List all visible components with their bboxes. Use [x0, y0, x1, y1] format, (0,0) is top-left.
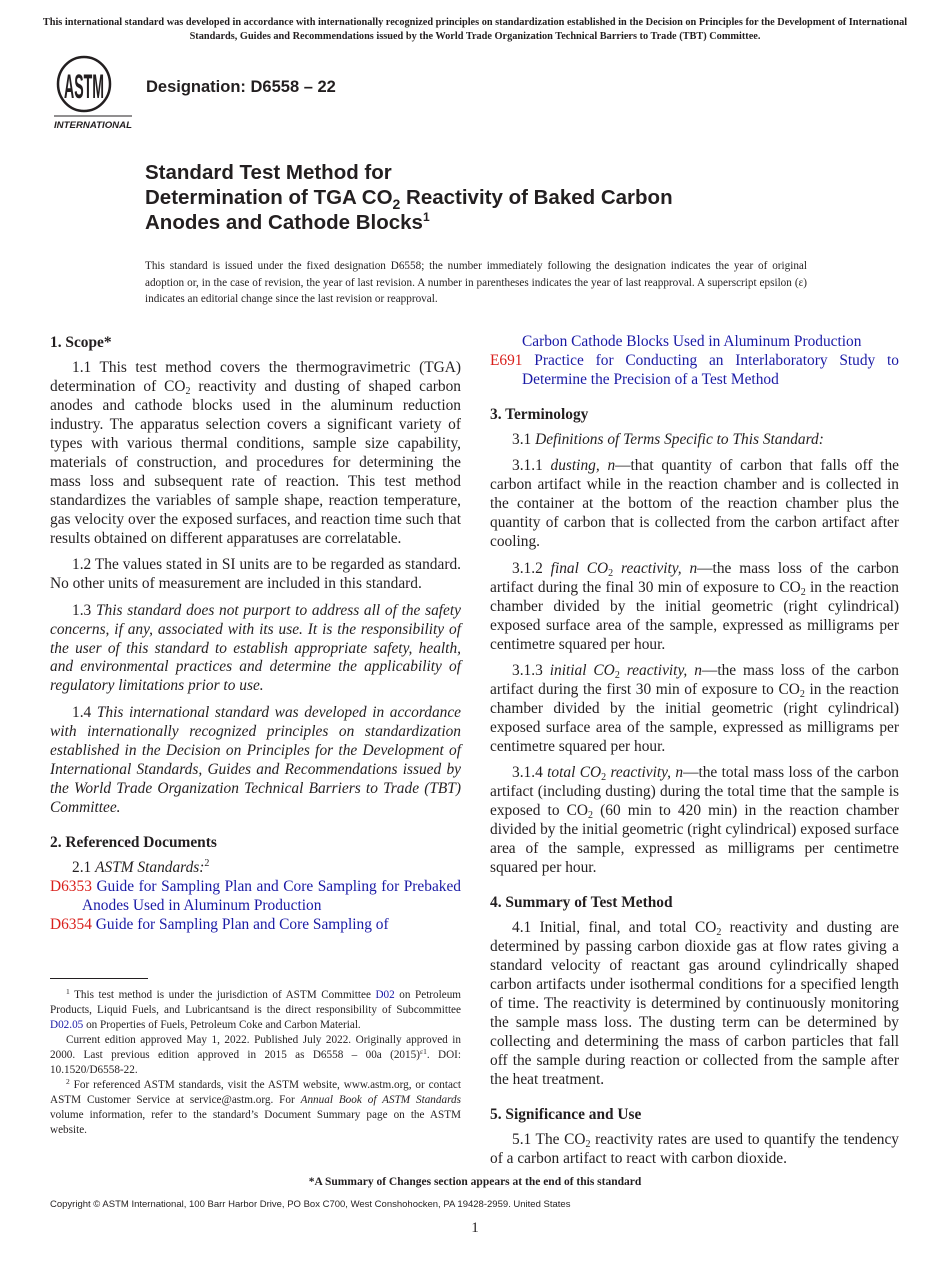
logo-letters: ASTM	[64, 68, 104, 106]
reference-link[interactable]: D6353	[50, 877, 92, 895]
footnote-divider	[50, 978, 148, 979]
paragraph: 3.1.1 dusting, n—that quantity of carbon that falls off the carbon artifact while in the reaction chamber and is collected in the container at the bottom of the reaction chamber plus the quantity of carbon that is collected from the carbon artifact after cooling.	[490, 457, 899, 551]
reference-link[interactable]: Practice for Conducting an Interlaboratory Study to Determine the Precision of a Test Method	[522, 351, 899, 388]
left-column	[50, 333, 461, 935]
reference-link[interactable]: Carbon Cathode Blocks Used in Aluminum Production	[522, 333, 862, 350]
section-heading: 3. Terminology	[490, 405, 589, 423]
paragraph: 3.1.2 final $CO_2$ reactivity, n—the mass loss of the carbon artifact during the final 30 min of exposure to $CO_2$ in the reaction chamber divided by the initial geometric (right cylindrical) exposed surface area of the sample, expressed as milligrams per centimetre squared per hour.	[490, 559, 899, 653]
paragraph: 2.1 ASTM Standards:$^2$	[72, 857, 210, 876]
document-title: Standard Test Method for Determination of TGA $CO_2$ Reactivity of Baked Carbon Anodes and Cathode Blocks$^1$	[145, 161, 673, 234]
referenced-document-continued	[490, 333, 899, 352]
referenced-document	[50, 916, 461, 935]
reference-link[interactable]: D6354	[50, 915, 92, 933]
designation: Designation: D6558 – 22	[146, 78, 336, 96]
summary-of-changes-note: *A Summary of Changes section appears at the end of this standard	[308, 1176, 642, 1188]
footnote-1: $^1$ This test method is under the jurisdiction of ASTM Committee D02 on Petroleum Products, Liquid Fuels, and Lubricantsand is the direct responsibility of Subcommittee D02.05 on Properties of Fuels, Petroleum Coke and Carbon Material.	[50, 987, 461, 1031]
footnote-1-edition: Current edition approved May 1, 2022. Published July 2022. Originally approved in 2000. Last previous edition approved in 2015 as D6558 – 00a $(2015)^{\varepsilon 1}$. DOI: 10.1520/D6558-22.	[50, 1034, 461, 1076]
paragraph: 3.1.4 total $CO_2$ reactivity, n—the total mass loss of the carbon artifact (including dusting) during the total time that the sample is exposed to $CO_2$ (60 min to 420 min) in the reaction chamber divided by the initial geometric (right cylindrical) exposed surface area of the sample, expressed as milligrams per centimetre squared per hour.	[490, 764, 900, 877]
paragraph: 1.3 This standard does not purport to address all of the safety concerns, if any, associated with its use. It is the responsibility of the user of this standard to establish appropriate safety, health, and environmental practices and determine the applicability of regulatory limitations prior to use.	[50, 601, 461, 695]
footnotes	[50, 988, 461, 1138]
astm-logo	[54, 56, 134, 132]
right-column	[490, 333, 899, 1176]
reference-link[interactable]: D02.05	[50, 1019, 84, 1031]
paragraph: 3.1.3 initial $CO_2$ reactivity, n—the mass loss of the carbon artifact during the first 30 min of exposure to $CO_2$ in the reaction chamber divided by the initial geometric (right cylindrical) exposed surface area of the sample, expressed as milligrams per centimetre squared per hour.	[490, 662, 899, 755]
paragraph: 1.2 The values stated in SI units are to be regarded as standard. No other units of measurement are included in this standard.	[50, 556, 461, 593]
reference-link[interactable]: Guide for Sampling Plan and Core Sampling for Prebaked Anodes Used in Aluminum Production	[82, 877, 461, 914]
page-number: 1	[471, 1220, 479, 1236]
svg-text:INTERNATIONAL: INTERNATIONAL	[54, 120, 133, 131]
copyright: Copyright © ASTM International, 100 Barr Harbor Drive, PO Box C700, West Conshohocken, PA 19428-2959. United States	[50, 1199, 571, 1210]
footnote-2: $^2$ For referenced ASTM standards, visit the ASTM website, www.astm.org, or contact ASTM Customer Service at service@astm.org. For Annual Book of ASTM Standards volume information, refer to the standard’s Document Summary page on the ASTM website.	[50, 1077, 461, 1136]
tbt-notice: This international standard was developed in accordance with internationally recognized principles on standardization established in the Decision on Principles for the Development of International Standards, Guides and Recommendations issued by the World Trade Organization Technical Barriers to Trade (TBT) Committee.	[42, 17, 908, 42]
paragraph: 1.4 This international standard was developed in accordance with internationally recognized principles on standardization established in the Decision on Principles for the Development of International Standards, Guides and Recommendations issued by the World Trade Organization Technical Barriers to Trade (TBT) Committee.	[50, 703, 461, 816]
reference-link[interactable]: E691	[490, 351, 523, 369]
reference-link[interactable]: Guide for Sampling Plan and Core Sampling of	[91, 915, 389, 933]
section-heading: 5. Significance and Use	[490, 1105, 642, 1123]
reference-link[interactable]: D02	[375, 989, 395, 1001]
paragraph: 3.1 Definitions of Terms Specific to This Standard:	[512, 430, 824, 448]
referenced-document	[50, 878, 461, 916]
paragraph: 5.1 The $CO_2$ reactivity rates are used to quantify the tendency of a carbon artifact to react with carbon dioxide.	[490, 1130, 900, 1167]
astm-logo-icon	[54, 56, 134, 132]
issuance-note: This standard is issued under the fixed designation D6558; the number immediately following the designation indicates the year of original adoption or, in the case of revision, the year of last revision. A number in parentheses indicates the year of last reapproval. A superscript epsilon (ε) indicates an editorial change since the last revision or reapproval.	[145, 260, 807, 305]
paragraph: 1.1 This test method covers the thermogravimetric (TGA) determination of $CO_2$ reactivity and dusting of shaped carbon anodes and cathode blocks used in the aluminum reduction industry. The apparatus selection covers a significant variety of types with various thermal conditions, sample size capability, materials of construction, and procedures for determining the mass loss and subsequent rate of reaction. This test method standardizes the variables of sample shape, reaction temperature, gas velocity over the exposed surfaces, and reaction time such that results obtained on different apparatuses are correlatable.	[50, 359, 461, 547]
paragraph: 4.1 Initial, final, and total $CO_2$ reactivity and dusting are determined by passing carbon dioxide gas at flow rates giving a standard velocity of reactant gas around cylindrically shaped carbon artifacts under isothermal conditions for a specified length of time. The reactivity is determined by continuously monitoring the sample mass loss. The dusting term can be determined by collecting and determining the mass of carbon particles that fall off the sample during reaction or collected from the sample after the heat treatment.	[490, 919, 900, 1088]
referenced-document	[490, 352, 899, 390]
section-heading: 1. Scope*	[50, 334, 112, 351]
section-heading: 4. Summary of Test Method	[490, 894, 673, 912]
section-heading: 2. Referenced Documents	[50, 833, 217, 851]
